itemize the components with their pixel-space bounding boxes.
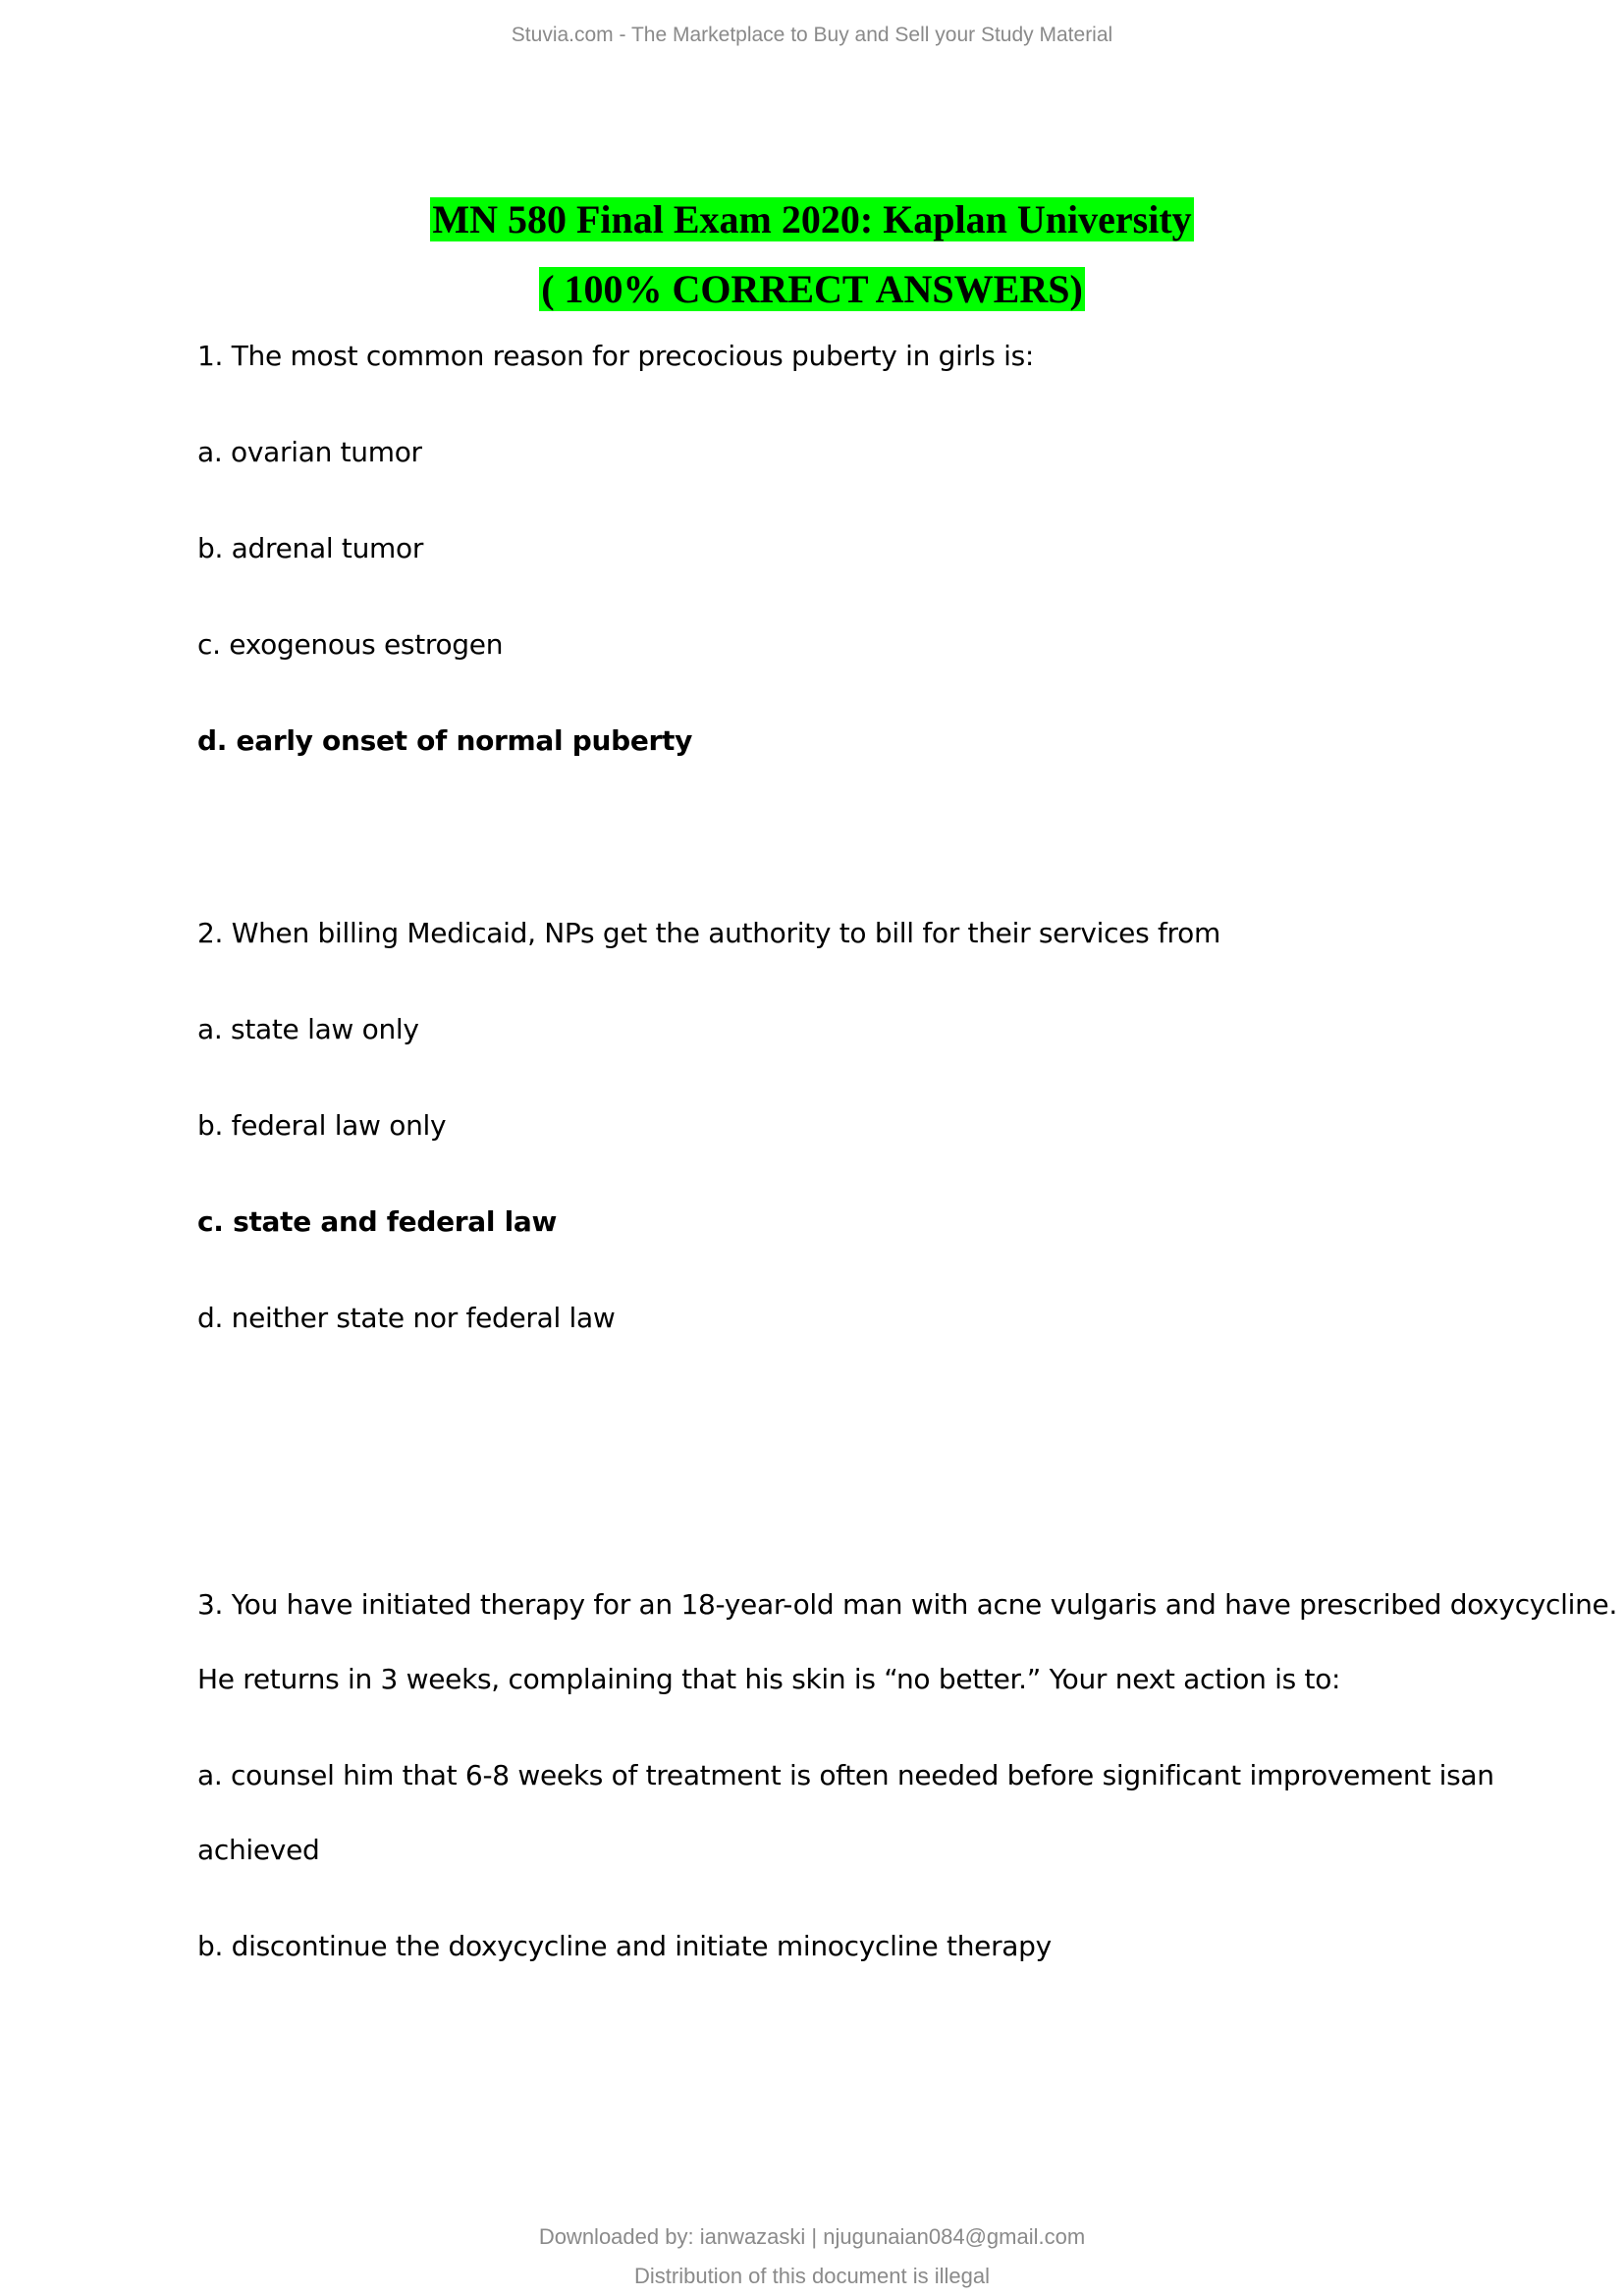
question-2-option-d: d. neither state nor federal law [197, 1302, 616, 1334]
header-source-note: Stuvia.com - The Marketplace to Buy and Sell your Study Material [511, 24, 1113, 46]
question-3-prompt-line-1: 3. You have initiated therapy for an 18-year-old man with acne vulgaris and have prescribed doxycycline. [197, 1588, 1618, 1621]
document-title-highlight: MN 580 Final Exam 2020: Kaplan University [432, 197, 1192, 241]
question-3-prompt-line-2: He returns in 3 weeks, complaining that his skin is “no better.” Your next action is to: [197, 1663, 1341, 1695]
footer-downloaded-by: Downloaded by: ianwazaski | njugunaian084@gmail.com [538, 2224, 1086, 2249]
question-1-option-d-correct: d. early onset of normal puberty [197, 724, 693, 757]
question-2-option-c-correct: c. state and federal law [197, 1205, 558, 1238]
question-2-prompt: 2. When billing Medicaid, NPs get the authority to bill for their services from [197, 917, 1220, 949]
question-3-option-a-line-1: a. counsel him that 6-8 weeks of treatment is often needed before significant improvement isan [197, 1759, 1494, 1791]
question-2-option-a: a. state law only [197, 1013, 419, 1045]
document-subtitle [0, 267, 1624, 312]
document-subtitle-highlight: ( 100% CORRECT ANSWERS) [541, 267, 1083, 311]
footer-distribution-note: Distribution of this document is illegal [634, 2264, 990, 2288]
question-3-option-b: b. discontinue the doxycycline and initiate minocycline therapy [197, 1930, 1052, 1962]
question-1-option-a: a. ovarian tumor [197, 436, 422, 468]
question-3-option-a-line-2: achieved [197, 1834, 320, 1866]
question-1-prompt: 1. The most common reason for precocious puberty in girls is: [197, 340, 1035, 372]
question-1-option-c: c. exogenous estrogen [197, 628, 504, 661]
document-title [0, 197, 1624, 242]
question-2-option-b: b. federal law only [197, 1109, 447, 1142]
question-1-option-b: b. adrenal tumor [197, 532, 424, 564]
